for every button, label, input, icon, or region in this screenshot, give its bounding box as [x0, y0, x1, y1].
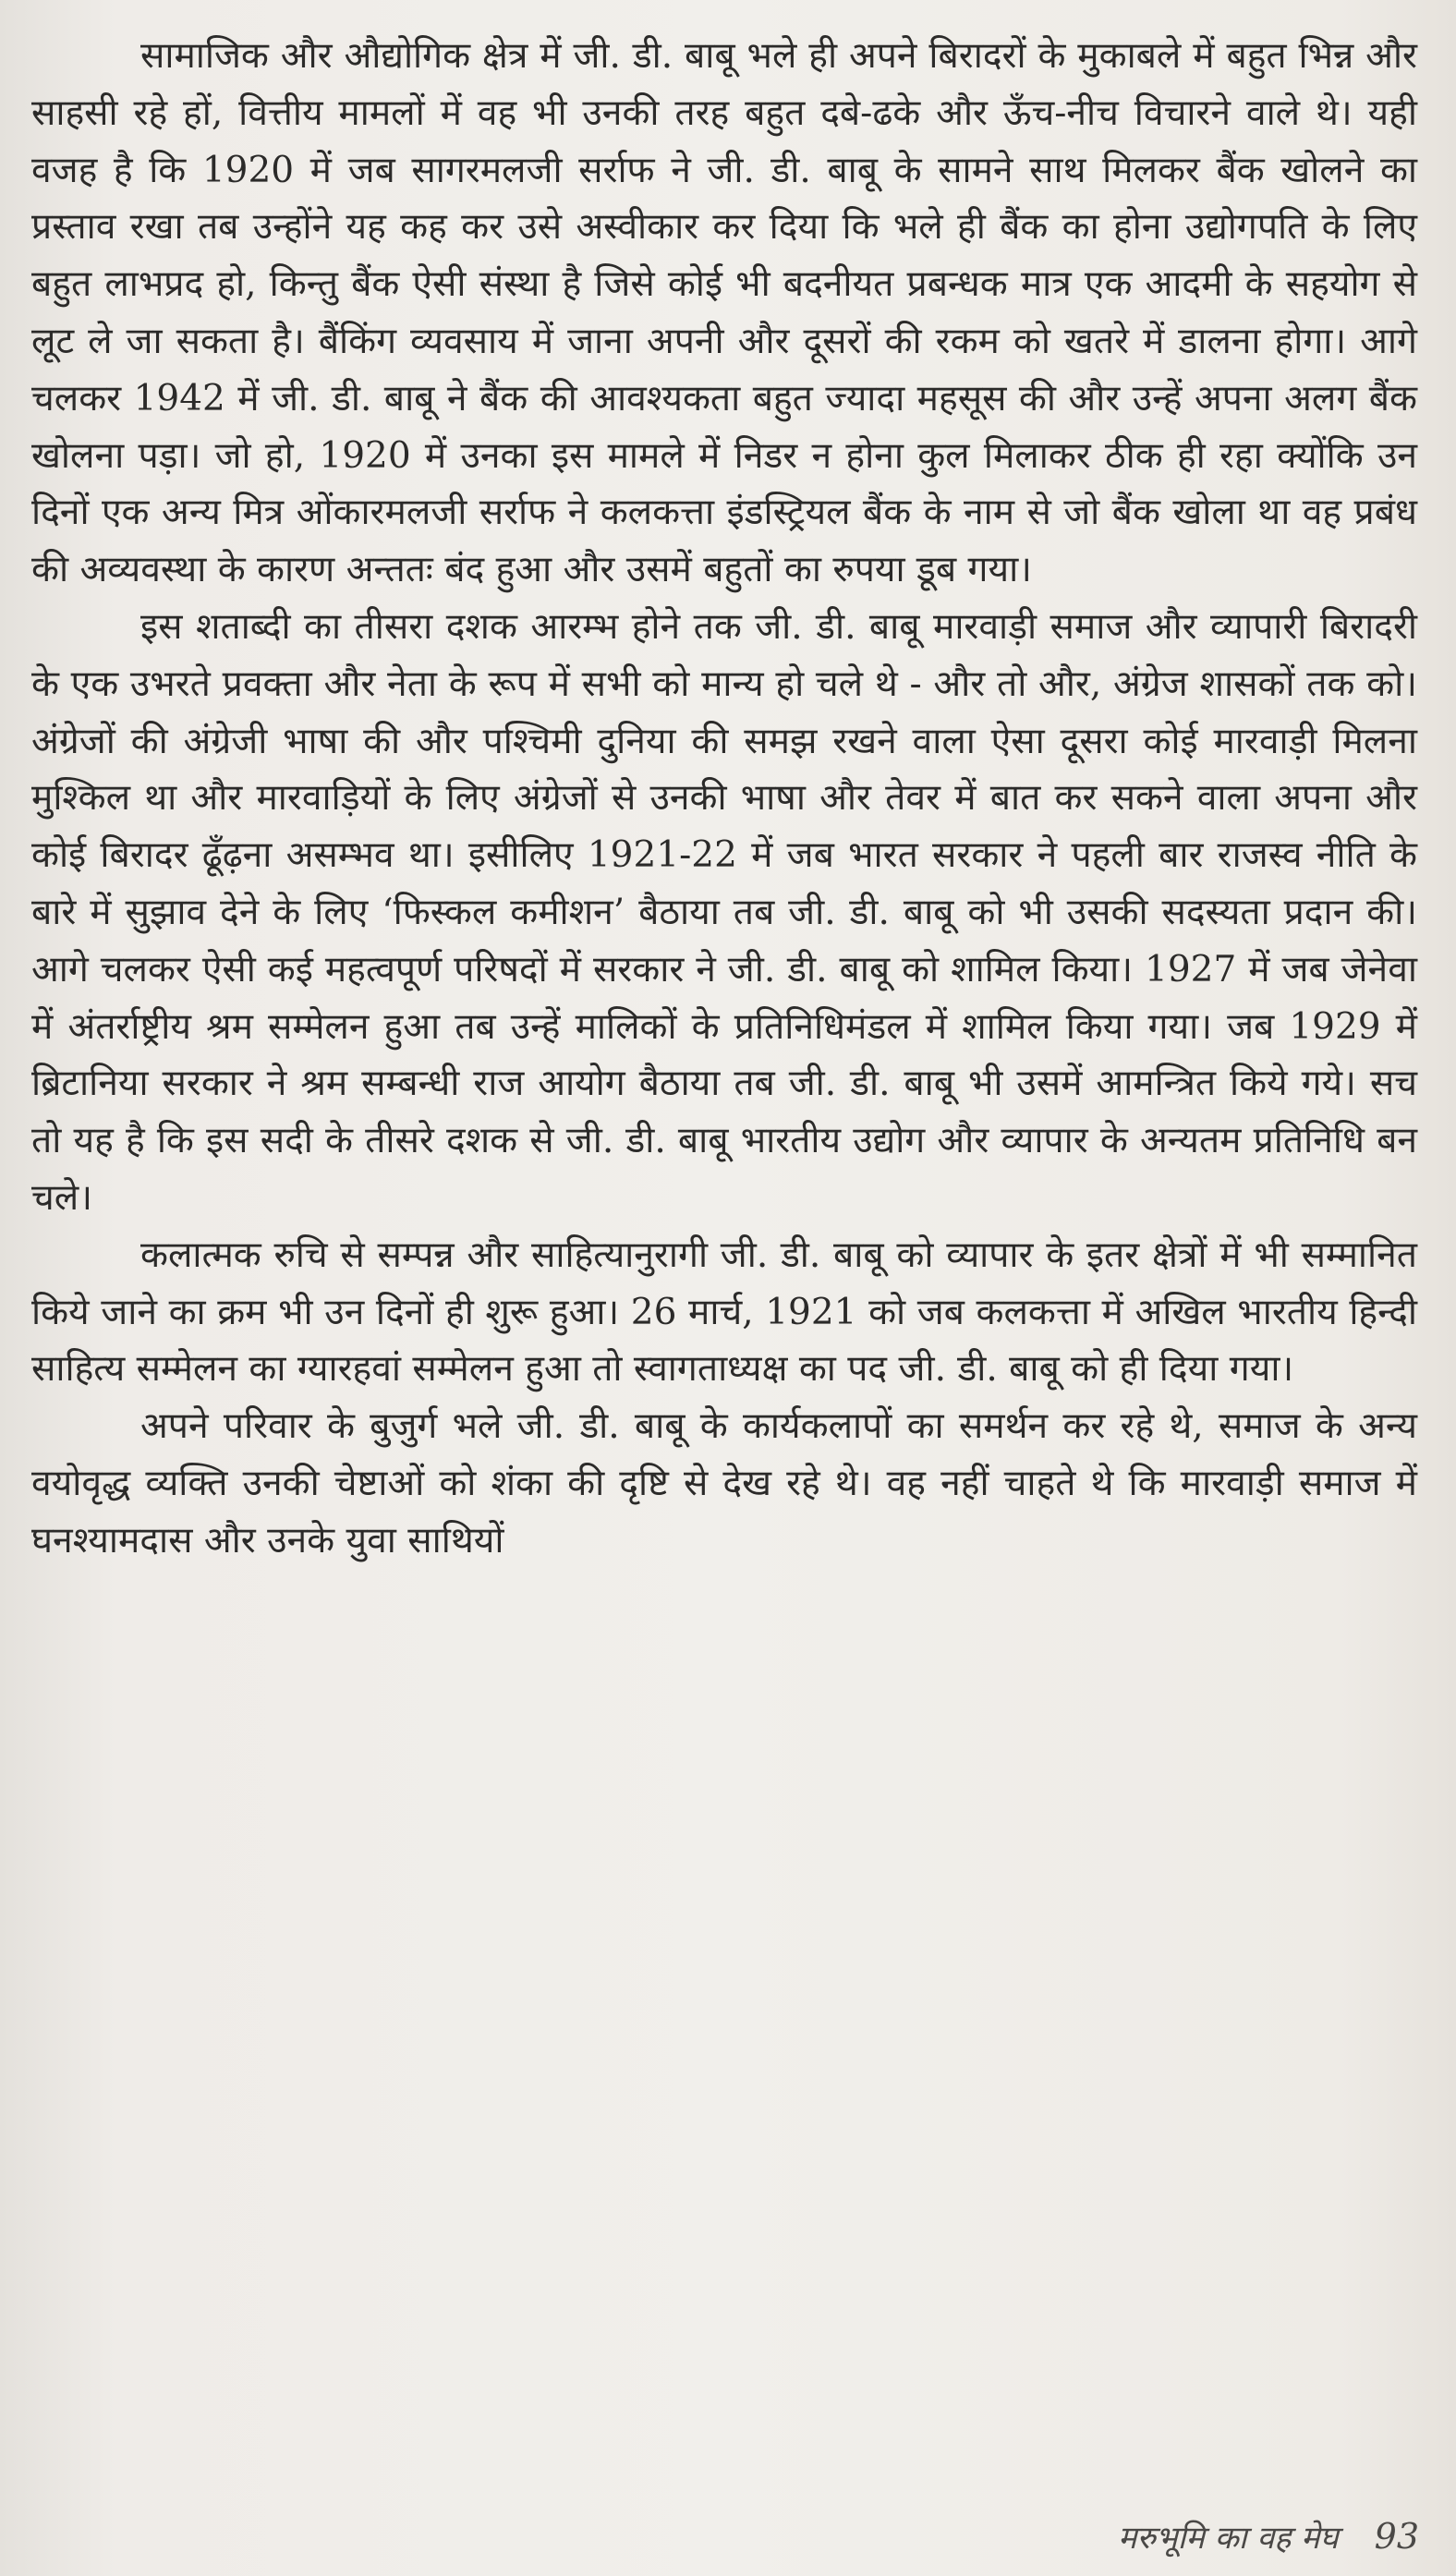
body-text — [31, 28, 1417, 1570]
paragraph-2: इस शताब्दी का तीसरा दशक आरम्भ होने तक जी. डी. बाबू मारवाड़ी समाज और व्यापारी बिरादरी के एक उभरते प्रवक्ता और नेता के रूप में सभी को मान्य हो चले थे - और तो और, अंग्रेज शासकों तक को। अंग्रेजों की अंग्रेजी भाषा की और पश्चिमी दुनिया की समझ रखने वाला ऐसा दूसरा कोई मारवाड़ी मिलना मुश्किल था और मारवाड़ियों के लिए अंग्रेजों से उनकी भाषा और तेवर में बात कर सकने वाला अपना और कोई बिरादर ढूँढ़ना असम्भव था। इसीलिए 1921-22 में जब भारत सरकार ने पहली बार राजस्व नीति के बारे में सुझाव देने के लिए ‘फिस्कल कमीशन’ बैठाया तब जी. डी. बाबू को भी उसकी सदस्यता प्रदान की। आगे चलकर ऐसी कई महत्वपूर्ण परिषदों में सरकार ने जी. डी. बाबू को शामिल किया। 1927 में जब जेनेवा में अंतर्राष्ट्रीय श्रम सम्मेलन हुआ तब उन्हें मालिकों के प्रतिनिधिमंडल में शामिल किया गया। जब 1929 में ब्रिटानिया सरकार ने श्रम सम्बन्धी राज आयोग बैठाया तब जी. डी. बाबू भी उसमें आमन्त्रित किये गये। सच तो यह है कि इस सदी के तीसरे दशक से जी. डी. बाबू भारतीय उद्योग और व्यापार के अन्यतम प्रतिनिधि बन चले। — [31, 605, 1417, 1219]
page-number: 93 — [1374, 2516, 1419, 2557]
paragraph-1: सामाजिक और औद्योगिक क्षेत्र में जी. डी. बाबू भले ही अपने बिरादरों के मुकाबले में बहुत भिन्न और साहसी रहे हों, वित्तीय मामलों में वह भी उनकी तरह बहुत दबे-ढके और ऊँच-नीच विचारने वाले थे। यही वजह है कि 1920 में जब सागरमलजी सर्राफ ने जी. डी. बाबू के सामने साथ मिलकर बैंक खोलने का प्रस्ताव रखा तब उन्होंने यह कह कर उसे अस्वीकार कर दिया कि भले ही बैंक का होना उद्योगपति के लिए बहुत लाभप्रद हो, किन्तु बैंक ऐसी संस्था है जिसे कोई भी बदनीयत प्रबन्धक मात्र एक आदमी के सहयोग से लूट ले जा सकता है। बैंकिंग व्यवसाय में जाना अपनी और दूसरों की रकम को खतरे में डालना होगा। आगे चलकर 1942 में जी. डी. बाबू ने बैंक की आवश्यकता बहुत ज्यादा महसूस की और उन्हें अपना अलग बैंक खोलना पड़ा। जो हो, 1920 में उनका इस मामले में निडर न होना कुल मिलाकर ठीक ही रहा क्योंकि उन दिनों एक अन्य मित्र ओंकारमलजी सर्राफ ने कलकत्ता इंडस्ट्रियल बैंक के नाम से जो बैंक खोला था वह प्रबंध की अव्यवस्था के कारण अन्ततः बंद हुआ और उसमें बहुतों का रुपया डूब गया। — [31, 35, 1417, 591]
paragraph-4: अपने परिवार के बुजुर्ग भले जी. डी. बाबू के कार्यकलापों का समर्थन कर रहे थे, समाज के अन्य वयोवृद्ध व्यक्ति उनकी चेष्टाओं को शंका की दृष्टि से देख रहे थे। वह नहीं चाहते थे कि मारवाड़ी समाज में घनश्यामदास और उनके युवा साथियों — [31, 1405, 1417, 1561]
running-title: मरुभूमि का वह मेघ — [1118, 2520, 1339, 2557]
page-footer — [1118, 2515, 1419, 2558]
paragraph-3: कलात्मक रुचि से सम्पन्न और साहित्यानुरागी जी. डी. बाबू को व्यापार के इतर क्षेत्रों में भी सम्मानित किये जाने का क्रम भी उन दिनों ही शुरू हुआ। 26 मार्च, 1921 को जब कलकत्ता में अखिल भारतीय हिन्दी साहित्य सम्मेलन का ग्यारहवां सम्मेलन हुआ तो स्वागताध्यक्ष का पद जी. डी. बाबू को ही दिया गया। — [31, 1233, 1417, 1391]
